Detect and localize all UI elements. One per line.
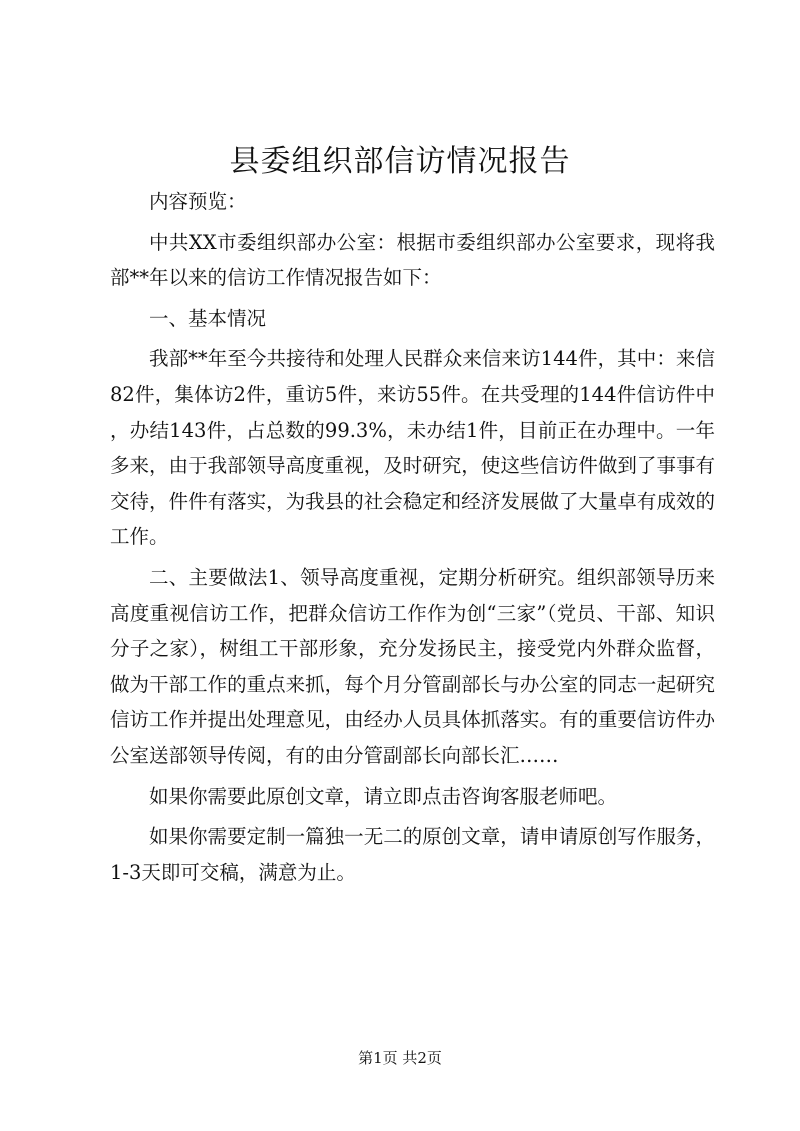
paragraph-preview-label: 内容预览： bbox=[149, 190, 247, 213]
paragraph-salutation: 中共XX市委组织部办公室：根据市委组织部办公室要求，现将我部**年以来的信访工作情况报告如下： bbox=[110, 230, 715, 290]
section-heading-basic-situation: 一、基本情况 bbox=[149, 306, 267, 330]
paragraph-consult-prompt: 如果你需要此原创文章，请立即点击咨询客服老师吧。 bbox=[149, 784, 618, 808]
paragraph-basic-situation: 我部**年至今共接待和处理人民群众来信来访144件，其中：来信82件，集体访2件，重访5件，来访55件。在共受理的144件信访件中，办结143件，占总数的99.3%，未办结1件，目前正在办理中。一年多来，由于我部领导高度重视，及时研究，使这些信访件做到了事事有交待，件件有落实，为我县的社会稳定和经济发展做了大量卓有成效的工作。 bbox=[110, 347, 715, 549]
document-body bbox=[110, 184, 715, 890]
paragraph-custom-writing-prompt: 如果你需要定制一篇独一无二的原创文章，请申请原创写作服务，1-3天即可交稿，满意为止。 bbox=[110, 825, 715, 884]
paragraph-main-practices: 二、主要做法1、领导高度重视，定期分析研究。组织部领导历来高度重视信访工作，把群众信访工作作为创“三家”（党员、干部、知识分子之家），树组工干部形象，充分发扬民主，接受党内外群众监督，做为干部工作的重点来抓，每个月分管副部长与办公室的同志一起研究信访工作并提出处理意见，由经办人员具体抓落实。有的重要信访件办公室送部领导传阅，有的由分管副部长向部长汇…… bbox=[110, 565, 715, 767]
document-title: 县委组织部信访情况报告 bbox=[229, 144, 571, 179]
page-number-footer: 第1页 共2页 bbox=[358, 1049, 442, 1067]
